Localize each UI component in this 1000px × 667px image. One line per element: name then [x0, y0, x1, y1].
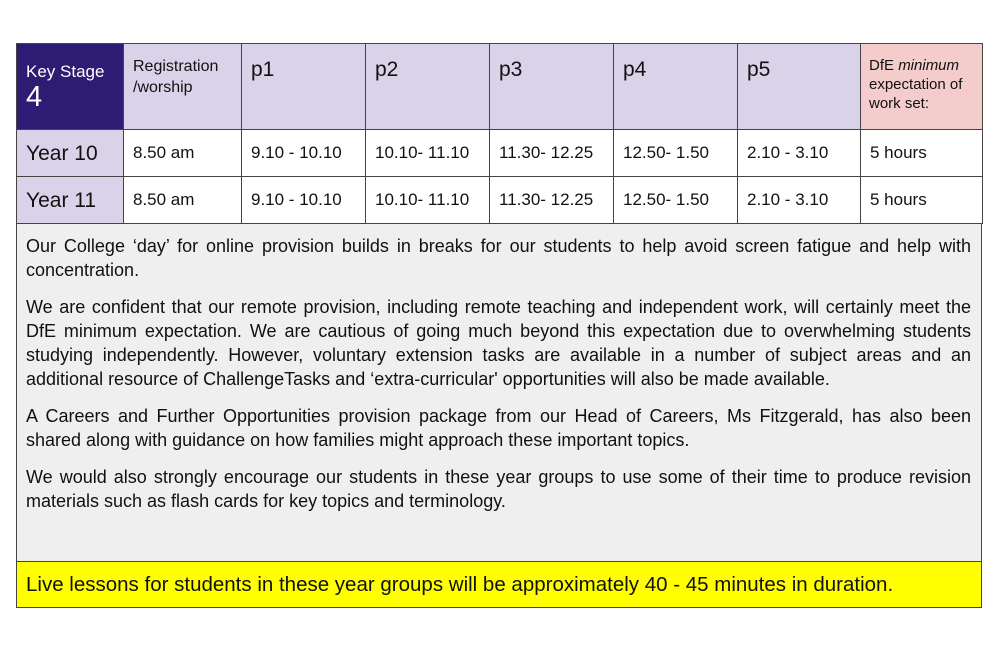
timetable-document — [16, 43, 982, 608]
key-stage-cell — [17, 44, 124, 130]
registration-time: 8.50 am — [124, 130, 242, 177]
notes-paragraph: Our College ‘day’ for online provision builds in breaks for our students to help avoid screen fatigue and help with concentration. — [26, 236, 971, 280]
registration-time: 8.50 am — [124, 177, 242, 224]
provision-notes — [16, 224, 982, 562]
notes-paragraph: A Careers and Further Opportunities provision package from our Head of Careers, Ms Fitzgerald, has also been shared along with guidance on how families might approach these important topics. — [26, 406, 971, 450]
period-time: 9.10 - 10.10 — [242, 130, 366, 177]
timetable — [16, 43, 983, 224]
dfe-expectation-header: DfE minimum expectation of work set: — [861, 44, 983, 130]
period-time: 12.50- 1.50 — [614, 130, 738, 177]
period-time: 10.10- 11.10 — [366, 177, 490, 224]
year-cell: Year 11 — [17, 177, 124, 224]
period-time: 2.10 - 3.10 — [738, 177, 861, 224]
live-lessons-banner: Live lessons for students in these year groups will be approximately 40 - 45 minutes in duration. — [16, 562, 982, 608]
work-hours: 5 hours — [861, 130, 983, 177]
work-hours: 5 hours — [861, 177, 983, 224]
key-stage-number: 4 — [26, 81, 43, 113]
registration-label: Registration — [133, 58, 219, 75]
notes-paragraph: We are confident that our remote provision, including remote teaching and independent work, will certainly meet the DfE minimum expectation. We are cautious of going much beyond this expectation due to overwhelming students studying independently. However, voluntary extension tasks are available in a number of subject areas and an additional resource of ChallengeTasks and ‘extra-curricular' opportunities will also be made available. — [26, 297, 971, 389]
period-header-5: p5 — [738, 44, 861, 130]
period-time: 11.30- 12.25 — [490, 130, 614, 177]
period-time: 2.10 - 3.10 — [738, 130, 861, 177]
worship-label: /worship — [133, 79, 193, 96]
registration-header — [124, 44, 242, 130]
period-time: 11.30- 12.25 — [490, 177, 614, 224]
period-header-4: p4 — [614, 44, 738, 130]
period-header-2: p2 — [366, 44, 490, 130]
table-row — [17, 177, 983, 224]
notes-paragraph: We would also strongly encourage our students in these year groups to use some of their time to produce revision materials such as flash cards for key topics and terminology. — [26, 467, 971, 511]
period-header-1: p1 — [242, 44, 366, 130]
period-header-3: p3 — [490, 44, 614, 130]
key-stage-label: Key Stage — [26, 62, 105, 81]
minimum-emphasis: minimum — [898, 57, 960, 74]
period-time: 10.10- 11.10 — [366, 130, 490, 177]
table-row — [17, 130, 983, 177]
header-row — [17, 44, 983, 130]
period-time: 12.50- 1.50 — [614, 177, 738, 224]
period-time: 9.10 - 10.10 — [242, 177, 366, 224]
year-cell: Year 10 — [17, 130, 124, 177]
